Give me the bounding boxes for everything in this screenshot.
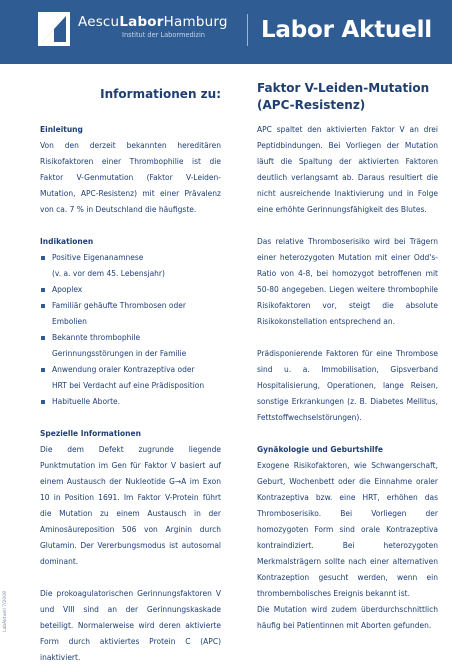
right-column xyxy=(257,122,438,634)
special-heading: Spezielle Informationen xyxy=(40,429,141,438)
abort-paragraph: Die Mutation wird zudem überdurchschnittlich häufig bei Patientinnen mit Aborten gefunden. xyxy=(257,605,438,630)
procoag-text: Die prokoagulatorischen Gerinnungsfaktoren V und VIII sind an der Gerinnungskaskade beteiligt. Normalerweise wird deren aktivierte Form durch aktiviertes Protein C (APC) inaktiviert. xyxy=(40,589,221,662)
list-item: Familiär gehäufte Thrombosen oder Embolien xyxy=(40,298,221,330)
list-item: Anwendung oraler Kontrazeptiva oder HRT bei Verdacht auf eine Prädisposition xyxy=(40,362,221,394)
list-item: Apoplex xyxy=(40,282,221,298)
apc-paragraph: APC spaltet den aktivierten Faktor V an drei Peptidbindungen. Bei Vorliegen der Mutation läuft die Spaltung der aktivierten Faktoren deutlich verlangsamt ab. Daraus resultiert die nicht ausreichende Inaktivierung und in Folge eine erhöhte Gerinnungsfähigkeit des Blutes. xyxy=(257,125,438,214)
indications-heading: Indikationen xyxy=(40,237,94,246)
article-title: Faktor V-Leiden-Mutation (APC-Resistenz) xyxy=(257,81,430,112)
list-item: Habituelle Aborte. xyxy=(40,394,221,410)
list-item: Positive Eigenanamnese (v. a. vor dem 45. Lebensjahr) xyxy=(40,250,221,282)
brand-name: AescuLaborHamburg xyxy=(78,14,228,30)
aesculabor-logo-icon xyxy=(38,12,70,46)
header-divider xyxy=(247,14,248,46)
factors-paragraph: Prädisponierende Faktoren für eine Thrombose sind u. a. Immobilisation, Gipsverband Hospitalisierung, Operationen, lange Reisen, sonstige Erkrankungen (z. B. Diabetes Mellitus, Fettstoffwechselstörungen). xyxy=(257,349,438,422)
intro-heading: Einleitung xyxy=(40,125,83,134)
header-title: Labor Aktuell xyxy=(260,17,432,43)
brand-tagline: Institut der Labormedizin xyxy=(122,31,205,39)
info-title: Informationen zu: xyxy=(100,87,221,101)
footer-code: LabAktuell 7/2008 xyxy=(3,591,8,632)
gyn-paragraph: Exogene Risikofaktoren, wie Schwangerschaft, Geburt, Wochenbett oder die Einnahme oraler Kontrazeptiva bzw. eine HRT, erhöhen das Thromboserisiko. Bei Vorliegen der homozygoten Form sind orale Kontrazeptiva kontraindiziert. Bei heterozygoten Merkmalsträgern sollte nach einer alternativen Kontrazeption gesucht werden, wenn ein thrombembolisches Ereignis bekannt ist. xyxy=(257,461,438,598)
risk-paragraph: Das relative Thromboserisiko wird bei Trägern einer heterozygoten Mutation mit einer Odd's-Ratio von 4-8, bei homozygot betroffenen mit 50-80 angegeben. Liegen weitere thrombophile Risikofaktoren vor, steigt die absolute Risikokonstellation entsprechend an. xyxy=(257,237,438,326)
indications-list xyxy=(40,250,221,410)
special-text: Die dem Defekt zugrunde liegende Punktmutation im Gen für Faktor V basiert auf einem Austausch der Nukleotide G→A im Exon 10 in Position 1691. Im Faktor V-Protein führt die Mutation zu einem Austausch in der Aminosäureposition 506 von Arginin durch Glutamin. Der Vererbungsmodus ist autosomal dominant. xyxy=(40,445,221,566)
gyn-heading: Gynäkologie und Geburtshilfe xyxy=(257,445,383,454)
left-column xyxy=(40,122,221,666)
page-header xyxy=(0,0,452,64)
list-item: Bekannte thrombophile Gerinnungsstörungen in der Familie xyxy=(40,330,221,362)
intro-text: Von den derzeit bekannten hereditären Risikofaktoren einer Thrombophilie ist die Faktor V-Genmutation (Faktor V-Leiden-Mutation, APC-Resistenz) mit einer Prävalenz von ca. 7 % in Deutschland die häufigste. xyxy=(40,141,221,214)
